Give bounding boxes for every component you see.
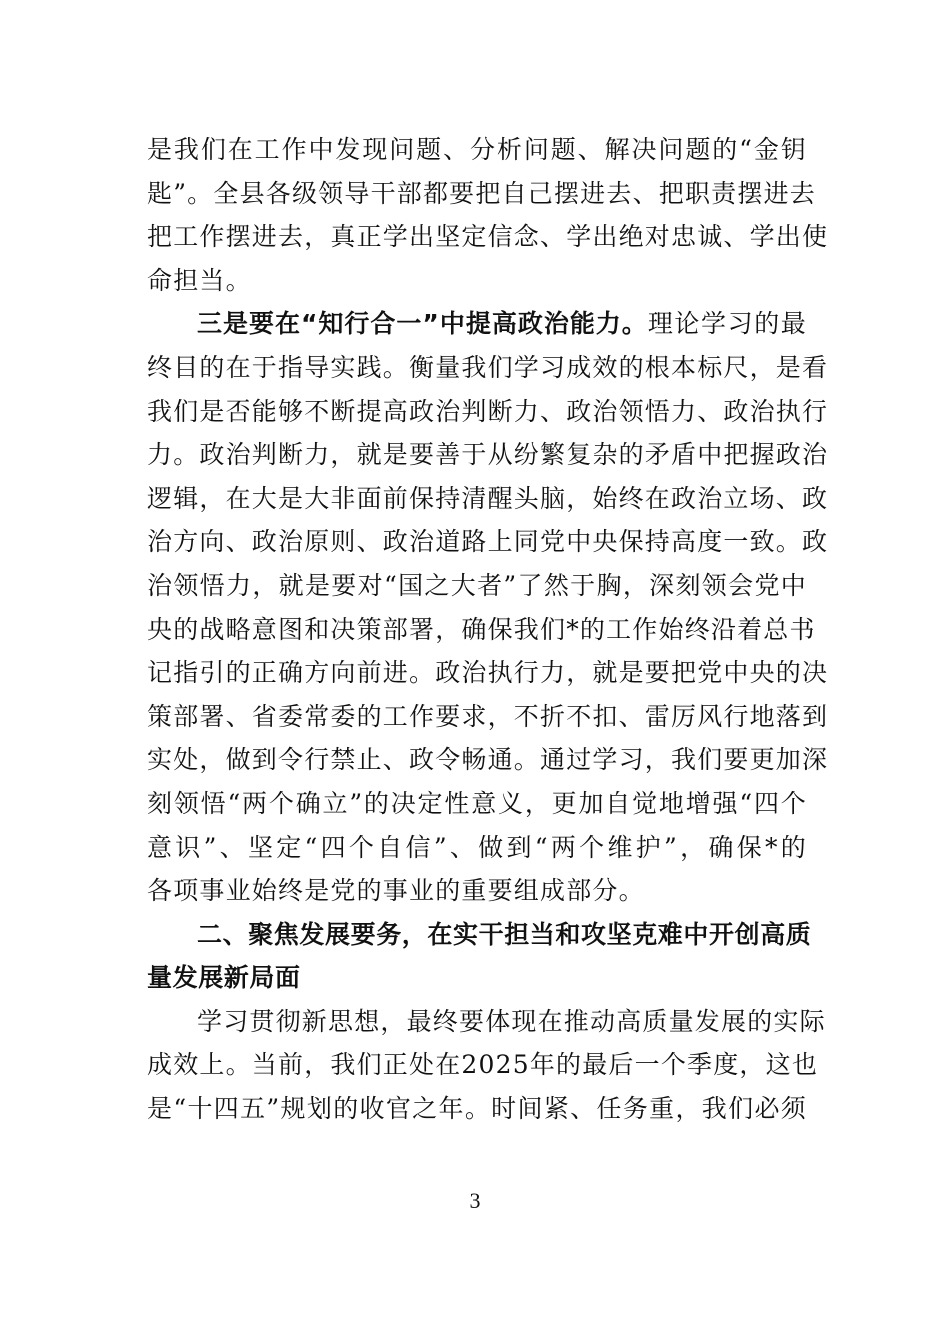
paragraph-3-line-2: 成效上。当前，我们正处在2025年的最后一个季度，这也: [147, 1050, 819, 1080]
section-heading-line-1: 二、聚焦发展要务，在实干担当和攻坚克难中开创高质: [197, 919, 812, 949]
page-number: 3: [469, 1188, 481, 1213]
paragraph-1-line-3: 把工作摆进去，真正学出坚定信念、学出绝对忠诚、学出使: [147, 222, 829, 252]
paragraph-1-line-1: 是我们在工作中发现问题、分析问题、解决问题的“金钥: [147, 135, 807, 164]
paragraph-2-line-14: 各项事业始终是党的事业的重要组成部分。: [147, 876, 645, 906]
paragraph-3-line-3: 是“十四五”规划的收官之年。时间紧、任务重，我们必须: [147, 1094, 807, 1124]
paragraph-2-line-10: 策部署、省委常委的工作要求，不折不扣、雷厉风行地落到: [147, 701, 829, 731]
paragraph-2-bold-lead: 三是要在“知行合一”中提高政治能力。: [197, 309, 648, 339]
paragraph-2-line-1: [147, 302, 807, 346]
body-text: [147, 128, 829, 1131]
paragraph-2-line-4: 力。政治判断力，就是要善于从纷繁复杂的矛盾中把握政治: [147, 440, 829, 470]
paragraph-2-line-3: 我们是否能够不断提高政治判断力、政治领悟力、政治执行: [147, 396, 829, 426]
paragraph-2-line-6: 治方向、政治原则、政治道路上同党中央保持高度一致。政: [147, 527, 829, 557]
paragraph-2-line-12: 刻领悟“两个确立”的决定性意义，更加自觉地增强“四个: [147, 788, 807, 818]
paragraph-2-first-line-rest: 理论学习的最: [647, 309, 807, 339]
paragraph-1-line-2: 匙”。全县各级领导干部都要把自己摆进去、把职责摆进去: [147, 178, 816, 208]
paragraph-2-line-2: 终目的在于指导实践。衡量我们学习成效的根本标尺，是看: [147, 352, 829, 382]
section-heading-line-2: 量发展新局面: [147, 963, 301, 993]
paragraph-2-line-7: 治领悟力，就是要对“国之大者”了然于胸，深刻领会党中: [147, 570, 807, 600]
paragraph-1-line-4: 命担当。: [147, 265, 252, 295]
paragraph-2-line-8: 央的战略意图和决策部署，确保我们*的工作始终沿着总书: [147, 614, 816, 644]
paragraph-2-line-5: 逻辑，在大是大非面前保持清醒头脑，始终在政治立场、政: [147, 483, 829, 513]
paragraph-3-line-1: 学习贯彻新思想，最终要体现在推动高质量发展的实际: [197, 1006, 826, 1036]
paragraph-2-line-11: 实处，做到令行禁止、政令畅通。通过学习，我们要更加深: [147, 745, 829, 775]
paragraph-2-line-13: 意识”、坚定“四个自信”、做到“两个维护”，确保*的: [147, 832, 807, 862]
paragraph-2-line-9: 记指引的正确方向前进。政治执行力，就是要把党中央的决: [147, 658, 829, 688]
